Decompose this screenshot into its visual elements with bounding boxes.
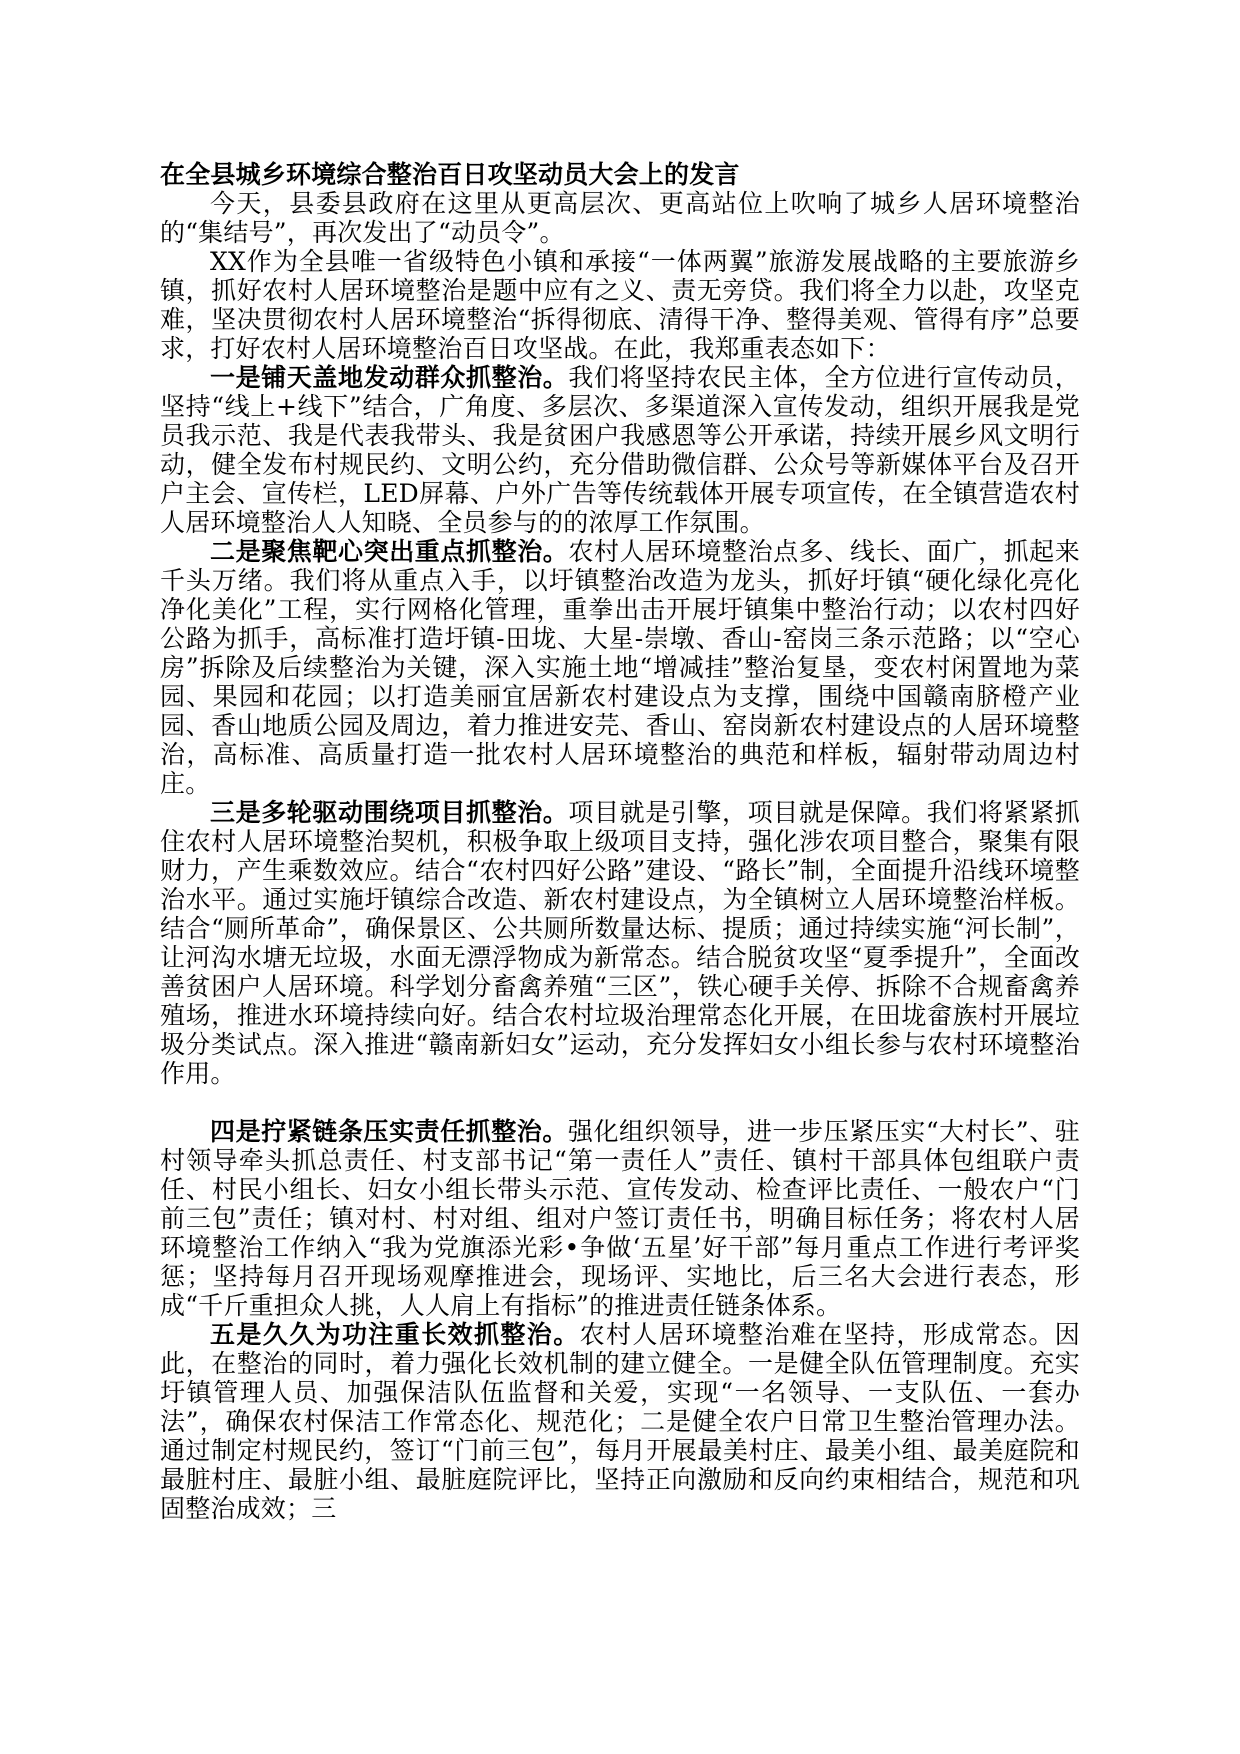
paragraph-point-4 <box>160 1117 1080 1320</box>
paragraph-point-5 <box>160 1320 1080 1523</box>
paragraph-text: 我们将坚持农民主体，全方位进行宣传动员，坚持“线上+线下”结合，广角度、多层次、多渠道深入宣传发动，组织开展我是党员我示范、我是代表我带头、我是贫困户我感恩等公开承诺，持续开展乡风文明行动，健全发布村规民约、文明公约，充分借助微信群、公众号等新媒体平台及召开户主会、宣传栏，LED屏幕、户外广告等传统载体开展专项宣传，在全镇营造农村人居环境整治人人知晓、全员参与的的浓厚工作氛围。 <box>160 363 1080 537</box>
paragraph-text: 农村人居环境整治点多、线长、面广，抓起来千头万绪。我们将从重点入手，以圩镇整治改造为龙头，抓好圩镇“硬化绿化亮化净化美化”工程，实行网格化管理，重拳出击开展圩镇集中整治行动；以农村四好公路为抓手，高标准打造圩镇-田垅、大星-崇墩、香山-窑岗三条示范路；以“空心房”拆除及后续整治为关键，深入实施土地“增减挂”整治复垦，变农村闲置地为菜园、果园和花园；以打造美丽宜居新农村建设点为支撑，围绕中国赣南脐橙产业园、香山地质公园及周边，着力推进安芫、香山、窑岗新农村建设点的人居环境整治，高标准、高质量打造一批农村人居环境整治的典范和样板，辐射带动周边村庄。 <box>160 537 1080 798</box>
paragraph-text: 今天，县委县政府在这里从更高层次、更高站位上吹响了城乡人居环境整治的“集结号”，再次发出了“动员令”。 <box>160 189 1080 247</box>
paragraph-text: XX作为全县唯一省级特色小镇和承接“一体两翼”旅游发展战略的主要旅游乡镇，抓好农村人居环境整治是题中应有之义、责无旁贷。我们将全力以赴，攻坚克难，坚决贯彻农村人居环境整治“拆得彻底、清得干净、整得美观、管得有序”总要求，打好农村人居环境整治百日攻坚战。在此，我郑重表态如下： <box>160 247 1080 363</box>
paragraph-point-1 <box>160 363 1080 537</box>
paragraph-lead: 四是拧紧链条压实责任抓整治。 <box>210 1117 568 1146</box>
paragraph-lead: 一是铺天盖地发动群众抓整治。 <box>210 363 569 392</box>
document-title: 在全县城乡环境综合整治百日攻坚动员大会上的发言 <box>160 160 740 189</box>
paragraph-lead: 三是多轮驱动围绕项目抓整治。 <box>210 798 569 827</box>
paragraph-point-2 <box>160 537 1080 798</box>
paragraph-text: 农村人居环境整治难在坚持，形成常态。因此，在整治的同时，着力强化长效机制的建立健全。一是健全队伍管理制度。充实圩镇管理人员、加强保洁队伍监督和关爱，实现“一名领导、一支队伍、一套办法”，确保农村保洁工作常态化、规范化；二是健全农户日常卫生整治管理办法。通过制定村规民约，签订“门前三包”，每月开展最美村庄、最美小组、最美庭院和最脏村庄、最脏小组、最脏庭院评比，坚持正向激励和反向约束相结合，规范和巩固整治成效；三 <box>160 1320 1080 1523</box>
paragraph-point-3 <box>160 798 1080 1088</box>
document-page <box>160 160 1080 1523</box>
paragraph-intro <box>160 189 1080 247</box>
paragraph-lead: 五是久久为功注重长效抓整治。 <box>210 1320 580 1349</box>
paragraph-lead: 二是聚焦靶心突出重点抓整治。 <box>210 537 569 566</box>
paragraph-text: 强化组织领导，进一步压紧压实“大村长”、驻村领导牵头抓总责任、村支部书记“第一责任人”责任、镇村干部具体包组联户责任、村民小组长、妇女小组长带头示范、宣传发动、检查评比责任、一般农户“门前三包”责任；镇对村、村对组、组对户签订责任书，明确目标任务；将农村人居环境整治工作纳入“我为党旗添光彩•争做‘五星’好干部”每月重点工作进行考评奖惩；坚持每月召开现场观摩推进会，现场评、实地比，后三名大会进行表态，形成“千斤重担众人挑，人人肩上有指标”的推进责任链条体系。 <box>160 1117 1080 1320</box>
paragraph-commitment <box>160 247 1080 363</box>
paragraph-text: 项目就是引擎，项目就是保障。我们将紧紧抓住农村人居环境整治契机，积极争取上级项目支持，强化涉农项目整合，聚集有限财力，产生乘数效应。结合“农村四好公路”建设、“路长”制，全面提升沿线环境整治水平。通过实施圩镇综合改造、新农村建设点，为全镇树立人居环境整治样板。结合“厕所革命”，确保景区、公共厕所数量达标、提质；通过持续实施“河长制”，让河沟水塘无垃圾，水面无漂浮物成为新常态。结合脱贫攻坚“夏季提升”，全面改善贫困户人居环境。科学划分畜禽养殖“三区”，铁心硬手关停、拆除不合规畜禽养殖场，推进水环境持续向好。结合农村垃圾治理常态化开展，在田垅畲族村开展垃圾分类试点。深入推进“赣南新妇女”运动，充分发挥妇女小组长参与农村环境整治作用。 <box>160 798 1080 1088</box>
